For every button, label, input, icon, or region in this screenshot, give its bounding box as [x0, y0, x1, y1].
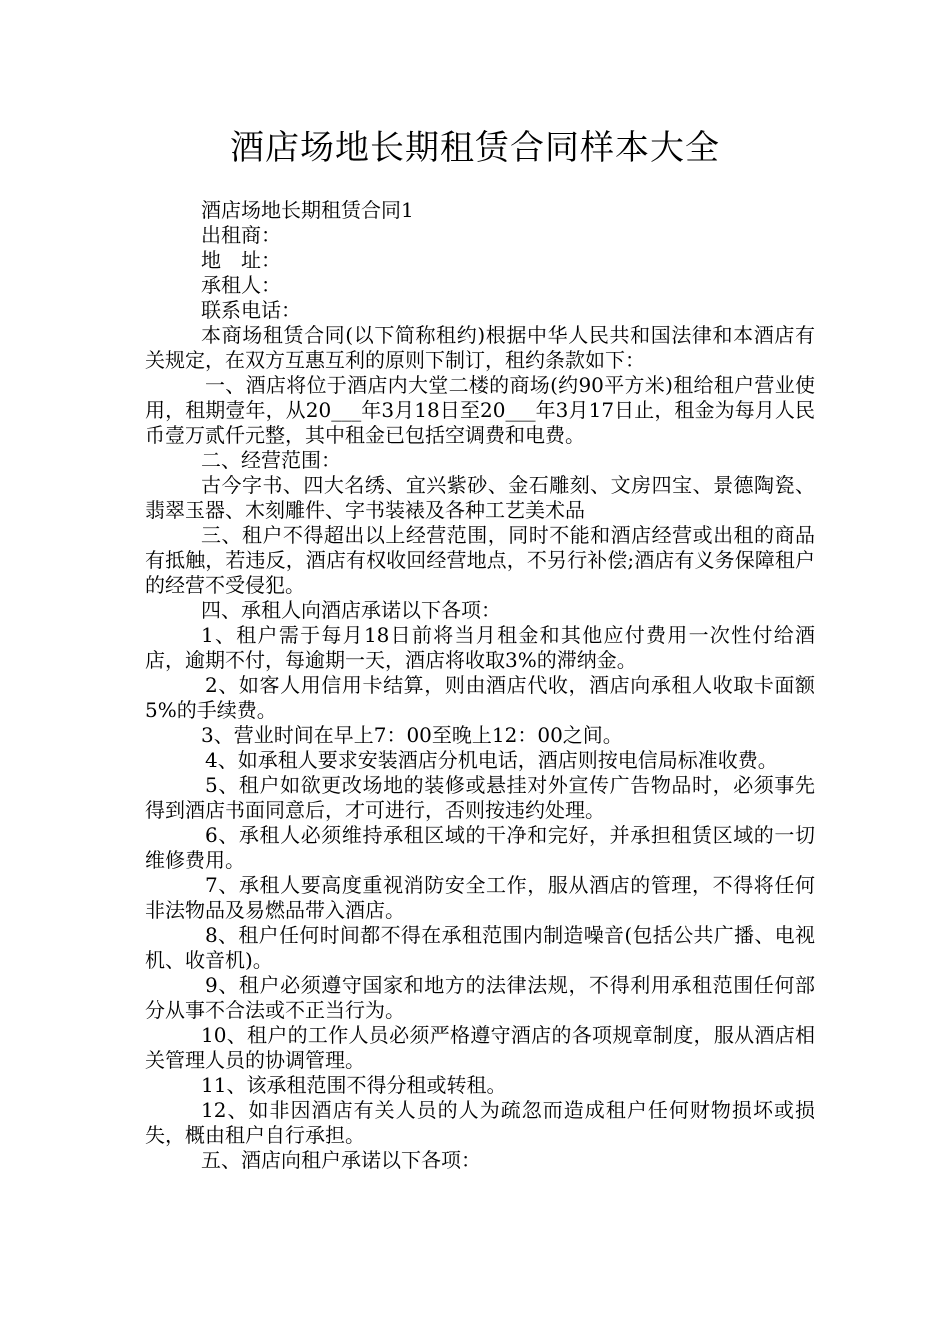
paragraph-item-4: 4、如承租人要求安装酒店分机电话，酒店则按电信局标准收费。: [205, 748, 778, 772]
paragraph-item-2: 2、如客人用信用卡结算，则由酒店代收，酒店向承租人收取卡面额5%的手续费。: [145, 673, 815, 722]
paragraph-clause-1: 一、酒店将位于酒店内大堂二楼的商场(约90平方米)租给租户营业使用，租期壹年，从20___年3月18日至20___年3月17日止，租金为每月人民币壹万贰仟元整，其中租金已包括空调费和电费。: [145, 373, 815, 447]
paragraph-lessor: 出租商：: [201, 223, 281, 247]
paragraph-item-5: 5、租户如欲更改场地的装修或悬挂对外宣传广告物品时，必须事先得到酒店书面同意后，才可进行，否则按违约处理。: [145, 773, 815, 822]
paragraph-clause-2: 二、经营范围：: [201, 448, 341, 472]
paragraph-intro: 本商场租赁合同(以下简称租约)根据中华人民共和国法律和本酒店有关规定，在双方互惠互利的原则下制订，租约条款如下：: [145, 323, 815, 372]
paragraph-address: 地 址：: [201, 248, 281, 272]
paragraph-item-10: 10、租户的工作人员必须严格遵守酒店的各项规章制度，服从酒店相关管理人员的协调管理。: [145, 1023, 815, 1072]
paragraph-heading: 酒店场地长期租赁合同1: [201, 198, 414, 222]
paragraph-item-12: 12、如非因酒店有关人员的人为疏忽而造成租户任何财物损坏或损失，概由租户自行承担。: [145, 1098, 815, 1147]
paragraph-item-1: 1、租户需于每月18日前将当月租金和其他应付费用一次性付给酒店，逾期不付，每逾期一天，酒店将收取3%的滞纳金。: [145, 623, 815, 672]
paragraph-clause-3: 三、租户不得超出以上经营范围，同时不能和酒店经营或出租的商品有抵触，若违反，酒店有权收回经营地点，不另行补偿;酒店有义务保障租户的经营不受侵犯。: [145, 523, 815, 597]
paragraph-item-8: 8、租户任何时间都不得在承租范围内制造噪音(包括公共广播、电视机、收音机)。: [145, 923, 815, 972]
paragraph-scope: 古今字书、四大名绣、宜兴紫砂、金石雕刻、文房四宝、景德陶瓷、翡翠玉器、木刻雕件、字书装裱及各种工艺美术品: [145, 473, 815, 522]
paragraph-phone: 联系电话：: [201, 298, 301, 322]
paragraph-item-11: 11、该承租范围不得分租或转租。: [201, 1073, 507, 1097]
document-title: 酒店场地长期租赁合同样本大全: [230, 128, 720, 168]
document-body: [145, 198, 815, 1173]
paragraph-clause-5: 五、酒店向租户承诺以下各项：: [201, 1148, 481, 1172]
paragraph-item-3: 3、营业时间在早上7：00至晚上12：00之间。: [201, 723, 623, 747]
paragraph-lessee: 承租人：: [201, 273, 281, 297]
paragraph-item-6: 6、承租人必须维持承租区域的干净和完好，并承担租赁区域的一切维修费用。: [145, 823, 815, 872]
paragraph-clause-4: 四、承租人向酒店承诺以下各项：: [201, 598, 501, 622]
paragraph-item-9: 9、租户必须遵守国家和地方的法律法规，不得利用承租范围任何部分从事不合法或不正当行为。: [145, 973, 815, 1022]
paragraph-item-7: 7、承租人要高度重视消防安全工作，服从酒店的管理，不得将任何非法物品及易燃品带入酒店。: [145, 873, 815, 922]
